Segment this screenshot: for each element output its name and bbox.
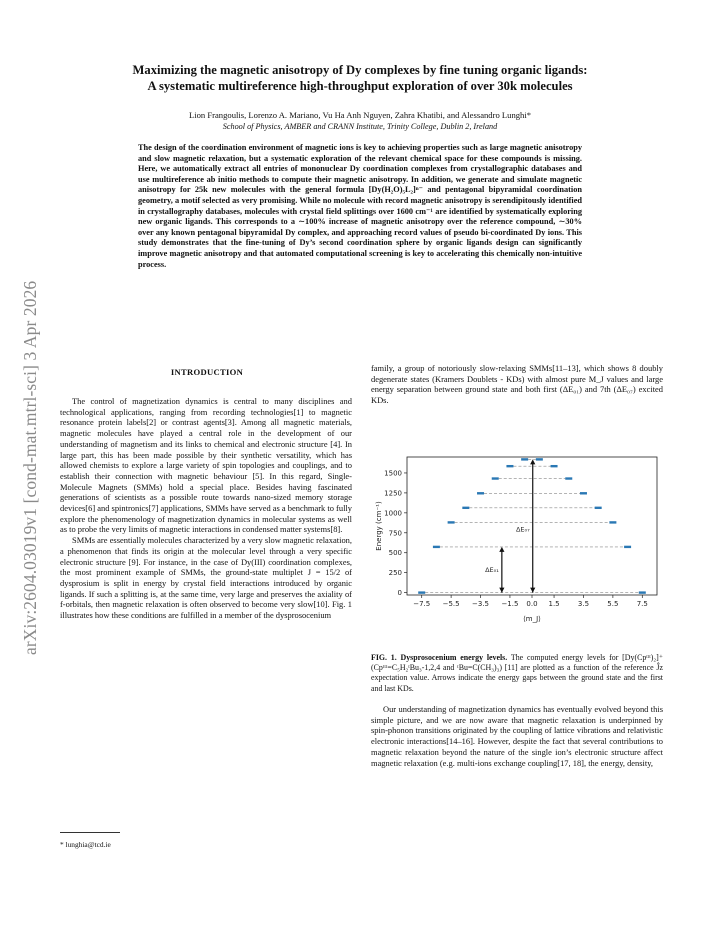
energy-level-mark: [448, 521, 455, 523]
energy-level-mark: [477, 492, 484, 494]
y-tick-label: 250: [388, 569, 402, 578]
gap-arrow-01-head-bottom: [499, 588, 504, 593]
energy-level-mark: [624, 546, 631, 548]
energy-level-mark: [639, 591, 646, 593]
gap-arrow-07-head-top: [530, 459, 535, 464]
energy-level-mark: [433, 546, 440, 548]
right-column-top: [371, 363, 663, 406]
energy-level-mark: [418, 591, 425, 593]
plot-frame: [407, 457, 657, 595]
x-tick-label: 5.5: [607, 600, 619, 608]
energy-level-mark: [565, 477, 572, 479]
y-tick-label: 1000: [384, 509, 402, 518]
x-tick-label: 7.5: [636, 600, 648, 608]
left-column: [60, 396, 352, 621]
x-tick-label: −1.5: [501, 600, 519, 608]
author-list: Lion Frangoulis, Lorenzo A. Mariano, Vu Ha Anh Nguyen, Zahra Khatibi, and Alessandro Lunghi*: [188, 110, 532, 120]
abstract: The design of the coordination environment of magnetic ions is key to achieving properties such as large magnetic anisotropy and slow magnetic relaxation, but a systematic exploration of the relevant chemical space for these compounds is missing. Here, we automatically extract all entries of mononuclear Dy coordination complexes from crystallographic databases and use multireference ab initio methods to compute their magnetic anisotropy. In addition, we generate and simulate magnetic anisotropy for 25k new molecules with the general formula [Dy(H₂O)₅L₂]ⁿ⁻ and pentagonal bipyramidal coordination geometry, a motif selected as very promising. While no molecule with record magnetic anisotropy is serendipitously identified in crystallography databases, molecules with crystal field splittings over 1600 cm⁻¹ are identified by systematically exploring new organic ligands. This corresponds to a ∼100% increase of magnetic anisotropy over the reference compound, ∼30% over any known pentagonal bipyramidal Dy complex, and approaching record values of pseudo bi-coordinated Dy ions. This study demonstrates that the fine-tuning of Dy’s second coordination sphere by organic ligands design can significantly improve magnetic anisotropy and that automated computational screening is key to accelerating this chemically non-intuitive process.: [138, 143, 582, 269]
energy-level-mark: [506, 465, 513, 467]
caption-label: FIG. 1. Dysprosocenium energy levels.: [371, 653, 508, 662]
gap-arrow-07-head-bottom: [530, 588, 535, 593]
y-axis-label: Energy (cm⁻¹): [375, 501, 383, 551]
paragraph: Our understanding of magnetization dynamics has eventually evolved beyond this simple picture, and we are now aware that magnetic relaxation is underpinned by spin-phonon transitions originated by the coupling of lattice vibrations and relativistic electronic interactions[14–16]. However, despite the fact that several contributions to magnetic relaxation beyond the nature of the single ion’s electronic structure affect magnetic relaxation (e.g. multi-ions exchange coupling[17, 18], the energy, density,: [371, 704, 663, 768]
x-tick-label: 0.0: [526, 600, 538, 608]
gap-label-01: ΔE₀₁: [485, 566, 499, 575]
energy-level-mark: [595, 507, 602, 509]
paragraph: family, a group of notoriously slow-relaxing SMMs[11–13], which shows 8 doubly degenerate states (Kramers Doublets - KDs) with almost pure M_J values and large energy separation between ground state and both first (ΔE₀₁) and 7th (ΔE₀₇) excited KDs.: [371, 363, 663, 406]
arxiv-sidebar: [0, 215, 40, 665]
section-heading-introduction: INTRODUCTION: [170, 367, 244, 377]
x-axis-label: ⟨m_J⟩: [523, 615, 541, 623]
footnote-rule: [60, 832, 120, 833]
title-line-1: Maximizing the magnetic anisotropy of Dy complexes by fine tuning organic ligands:: [132, 63, 588, 77]
energy-level-mark: [521, 458, 528, 460]
y-tick-label: 500: [388, 549, 402, 558]
x-tick-label: 3.5: [577, 600, 590, 608]
x-tick-label: −5.5: [442, 600, 460, 608]
energy-level-mark: [462, 507, 469, 509]
figure-caption: [371, 653, 663, 694]
gap-arrow-01-head-top: [499, 547, 504, 552]
title-line-2: A systematic multireference high-throughput exploration of over 30k molecules: [147, 79, 573, 93]
x-tick-label: −7.5: [413, 600, 431, 608]
energy-level-mark: [492, 477, 499, 479]
energy-level-mark: [536, 458, 543, 460]
y-tick-label: 1500: [384, 469, 402, 478]
affiliation: School of Physics, AMBER and CRANN Institute, Trinity College, Dublin 2, Ireland: [222, 122, 498, 131]
energy-level-mark: [551, 465, 558, 467]
gap-label-07: ΔE₀₇: [515, 525, 530, 534]
energy-level-mark: [580, 492, 587, 494]
arxiv-identifier: arXiv:2604.03019v1 [cond-mat.mtrl-sci] 3 Apr 2026: [20, 280, 40, 655]
paragraph: SMMs are essentially molecules characterized by a very slow magnetic relaxation, a phenomenon that finds its origin at the molecular level through a very specific electronic structure [9]. For instance, in the case of Dy(III) coordination complexes, the most prominent example of SMMs, the ground-state multiplet J = 15/2 of dysprosium is split in energy by crystal field interactions introduced by organic ligands. If such a splitting is, at the same time, very large and preserves the axiality of f-orbitals, then magnetic relaxation is often observed to become very slow[10]. Fig. 1 illustrates how these conditions are fulfilled in a member of the dysprosocenium: [60, 535, 352, 621]
caption-text: The computed energy levels for [Dy(Cpᵗᵗᵗ)₂]⁺ (Cpᵗᵗᵗ=C₅H₂ᵗBu₃-1,2,4 and ᵗBu=C(CH₃)₃) [11] are plotted as a function of the reference Ĵz expectation value. Arrows indicate the energy gaps between the ground state and the first and last KDs.: [371, 653, 663, 693]
paragraph: The control of magnetization dynamics is central to many disciplines and technological applications, ranging from recording technologies[1] to magnetic resonance protein labels[2] or contrast agents[3]. Among all magnetic materials, magnetic molecules have played a central role in the development of our understanding of magnetism and its links to chemical and electronic structure [4]. In large part, this has been made possible by their synthetic versatility, which has allowed chemists to explore a large variety of spin topologies and couplings, and to establish their connection with magnetic behaviour [5]. In this regard, Single-Molecule Magnets (SMMs) hold a special place. Besides having fascinated generations of scientists as a possible route towards nano-sized memory storage devices[6] and spintronics[7] applications, SMMs have served as a benchmark to fully explore the phenomenology of magnetization dynamics in molecular systems as well as to probe the very limits of magnetic interactions in condensed matter systems[8].: [60, 396, 352, 535]
y-tick-label: 1250: [384, 489, 402, 498]
paper-title: [60, 62, 660, 94]
right-column-bottom: [371, 704, 663, 768]
energy-level-mark: [609, 521, 616, 523]
y-tick-label: 750: [388, 529, 402, 538]
x-tick-label: 1.5: [548, 600, 560, 608]
x-tick-label: −3.5: [472, 600, 490, 608]
footnote: * lunghia@tcd.ie: [60, 840, 111, 849]
y-tick-label: 0: [397, 589, 402, 598]
energy-level-chart: [371, 453, 663, 635]
